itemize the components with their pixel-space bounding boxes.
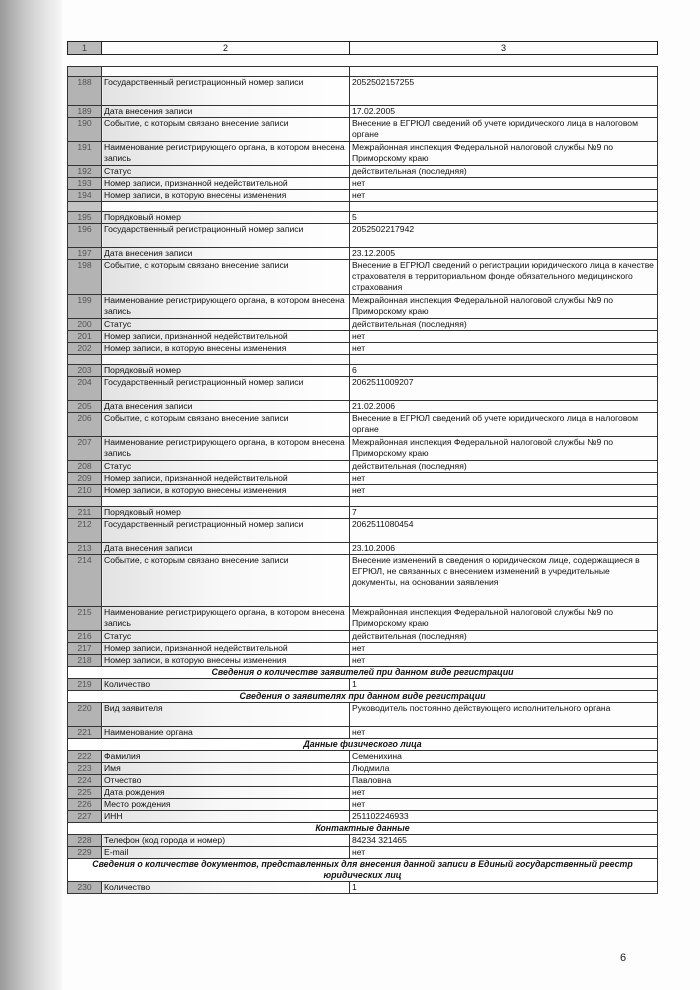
- field-value: Семенихина: [350, 751, 658, 763]
- row-number: 214: [68, 555, 102, 607]
- field-value: нет: [350, 343, 658, 355]
- spacer-cell: [102, 497, 350, 507]
- table-row: [68, 260, 658, 295]
- field-value: 84234 321465: [350, 835, 658, 847]
- field-label: Событие, с которым связано внесение записи: [102, 555, 350, 607]
- table-row: [68, 703, 658, 727]
- field-value: нет: [350, 799, 658, 811]
- field-label: Статус: [102, 461, 350, 473]
- spacer-row: [68, 497, 658, 507]
- field-value: 2052502217942: [350, 224, 658, 248]
- field-value: Внесение изменений в сведения о юридическом лице, содержащиеся в ЕГРЮЛ, не связанных с внесением изменений в учредительные документы, на основании заявления: [350, 555, 658, 607]
- row-number: 215: [68, 607, 102, 631]
- field-label: Порядковый номер: [102, 507, 350, 519]
- section-heading: Сведения о заявителях при данном виде регистрации: [68, 691, 658, 703]
- row-number: 198: [68, 260, 102, 295]
- field-value: Межрайонная инспекция Федеральной налоговой службы №9 по Приморскому краю: [350, 437, 658, 461]
- table-row: [68, 847, 658, 859]
- field-label: Дата внесения записи: [102, 543, 350, 555]
- field-label: Событие, с которым связано внесение записи: [102, 413, 350, 437]
- field-value: 7: [350, 507, 658, 519]
- field-label: Порядковый номер: [102, 212, 350, 224]
- row-number: 218: [68, 655, 102, 667]
- row-number: 206: [68, 413, 102, 437]
- row-number: 221: [68, 727, 102, 739]
- table-row: [68, 224, 658, 248]
- spacer-row: [68, 202, 658, 212]
- row-number: 209: [68, 473, 102, 485]
- row-number: 191: [68, 142, 102, 166]
- row-number: 202: [68, 343, 102, 355]
- table-row: [68, 835, 658, 847]
- row-number: 204: [68, 377, 102, 401]
- row-number: 201: [68, 331, 102, 343]
- section-heading: Сведения о количестве заявителей при данном виде регистрации: [68, 667, 658, 679]
- table-row: [68, 543, 658, 555]
- row-number: 194: [68, 190, 102, 202]
- field-value: Павловна: [350, 775, 658, 787]
- spacer-cell: [68, 355, 102, 365]
- spacer-cell: [350, 202, 658, 212]
- row-number: 213: [68, 543, 102, 555]
- section-heading-row: [68, 739, 658, 751]
- field-label: Наименование регистрирующего органа, в котором внесена запись: [102, 295, 350, 319]
- field-label: Государственный регистрационный номер записи: [102, 224, 350, 248]
- field-label: Наименование органа: [102, 727, 350, 739]
- field-label: Событие, с которым связано внесение записи: [102, 118, 350, 142]
- table-row: [68, 882, 658, 894]
- field-value: нет: [350, 787, 658, 799]
- table-row: [68, 643, 658, 655]
- registry-table: [67, 66, 658, 894]
- table-row: [68, 763, 658, 775]
- row-number: 207: [68, 437, 102, 461]
- spacer-cell: [68, 202, 102, 212]
- section-heading: Данные физического лица: [68, 739, 658, 751]
- field-label: Номер записи, в которую внесены изменения: [102, 343, 350, 355]
- row-number: 210: [68, 485, 102, 497]
- field-value: Межрайонная инспекция Федеральной налоговой службы №9 по Приморскому краю: [350, 295, 658, 319]
- table-row: [68, 519, 658, 543]
- section-heading-row: [68, 823, 658, 835]
- table-row: [68, 485, 658, 497]
- section-heading-row: [68, 859, 658, 882]
- field-value: Внесение в ЕГРЮЛ сведений об учете юридического лица в налоговом органе: [350, 413, 658, 437]
- table-row: [68, 343, 658, 355]
- field-label: Порядковый номер: [102, 365, 350, 377]
- row-number: 200: [68, 319, 102, 331]
- field-value: действительная (последняя): [350, 319, 658, 331]
- table-row: [68, 727, 658, 739]
- field-value: 1: [350, 882, 658, 894]
- row-number: 190: [68, 118, 102, 142]
- field-value: 23.10.2006: [350, 543, 658, 555]
- field-value: 21.02.2006: [350, 401, 658, 413]
- row-number: 227: [68, 811, 102, 823]
- table-row: [68, 377, 658, 401]
- field-label: Государственный регистрационный номер записи: [102, 77, 350, 106]
- field-value: нет: [350, 331, 658, 343]
- field-value: Руководитель постоянно действующего исполнительного органа: [350, 703, 658, 727]
- field-value: нет: [350, 190, 658, 202]
- field-label: Имя: [102, 763, 350, 775]
- column-header-table: [67, 41, 658, 55]
- field-label: Наименование регистрирующего органа, в котором внесена запись: [102, 607, 350, 631]
- spacer-cell: [68, 497, 102, 507]
- column-header-3: 3: [350, 42, 658, 55]
- field-value: Внесение в ЕГРЮЛ сведений о регистрации юридического лица в качестве страхователя в территориальном фонде обязательного медицинского страхования: [350, 260, 658, 295]
- row-number: 205: [68, 401, 102, 413]
- field-label: Государственный регистрационный номер записи: [102, 519, 350, 543]
- table-row: [68, 811, 658, 823]
- scan-binding-shadow: [0, 0, 62, 990]
- field-label: Фамилия: [102, 751, 350, 763]
- row-number: 226: [68, 799, 102, 811]
- table-row: [68, 607, 658, 631]
- row-number: 222: [68, 751, 102, 763]
- row-number: 195: [68, 212, 102, 224]
- table-row: [68, 212, 658, 224]
- row-number: 189: [68, 106, 102, 118]
- row-number: 223: [68, 763, 102, 775]
- spacer-cell: [102, 202, 350, 212]
- row-number: 208: [68, 461, 102, 473]
- field-value: 23.12.2005: [350, 248, 658, 260]
- field-value: нет: [350, 727, 658, 739]
- field-value: Межрайонная инспекция Федеральной налоговой службы №9 по Приморскому краю: [350, 142, 658, 166]
- table-row: [68, 106, 658, 118]
- field-value: 251102246933: [350, 811, 658, 823]
- row-number: 203: [68, 365, 102, 377]
- section-heading: Сведения о количестве документов, представленных для внесения данной записи в Единый государственный реестр юридических лиц: [68, 859, 658, 882]
- field-value: 2062511009207: [350, 377, 658, 401]
- spacer-row: [68, 67, 658, 77]
- spacer-cell: [102, 355, 350, 365]
- table-row: [68, 473, 658, 485]
- row-number: 229: [68, 847, 102, 859]
- spacer-cell: [350, 497, 658, 507]
- table-row: [68, 413, 658, 437]
- row-number: 219: [68, 679, 102, 691]
- row-number: 230: [68, 882, 102, 894]
- table-row: [68, 555, 658, 607]
- spacer-cell: [350, 67, 658, 77]
- spacer-cell: [102, 67, 350, 77]
- table-row: [68, 331, 658, 343]
- table-row: [68, 166, 658, 178]
- field-label: Дата внесения записи: [102, 106, 350, 118]
- row-number: 224: [68, 775, 102, 787]
- section-heading-row: [68, 691, 658, 703]
- spacer-cell: [68, 67, 102, 77]
- field-label: Вид заявителя: [102, 703, 350, 727]
- table-row: [68, 751, 658, 763]
- field-value: Людмила: [350, 763, 658, 775]
- table-row: [68, 775, 658, 787]
- row-number: 192: [68, 166, 102, 178]
- spacer-cell: [350, 355, 658, 365]
- table-row: [68, 142, 658, 166]
- field-label: Количество: [102, 882, 350, 894]
- section-heading: Контактные данные: [68, 823, 658, 835]
- field-label: Наименование регистрирующего органа, в котором внесена запись: [102, 142, 350, 166]
- field-value: действительная (последняя): [350, 166, 658, 178]
- field-label: E-mail: [102, 847, 350, 859]
- field-label: Место рождения: [102, 799, 350, 811]
- field-value: нет: [350, 485, 658, 497]
- field-value: 1: [350, 679, 658, 691]
- column-header-row: [68, 42, 658, 55]
- field-value: 2052502157255: [350, 77, 658, 106]
- field-label: Статус: [102, 319, 350, 331]
- table-row: [68, 507, 658, 519]
- field-label: Отчество: [102, 775, 350, 787]
- field-label: Наименование регистрирующего органа, в котором внесена запись: [102, 437, 350, 461]
- field-value: 2062511080454: [350, 519, 658, 543]
- column-header-2: 2: [102, 42, 350, 55]
- field-value: 17.02.2005: [350, 106, 658, 118]
- table-row: [68, 461, 658, 473]
- table-row: [68, 295, 658, 319]
- field-value: действительная (последняя): [350, 461, 658, 473]
- field-label: ИНН: [102, 811, 350, 823]
- column-header-1: 1: [68, 42, 102, 55]
- row-number: 199: [68, 295, 102, 319]
- table-row: [68, 365, 658, 377]
- field-label: Номер записи, признанной недействительной: [102, 178, 350, 190]
- field-label: Номер записи, признанной недействительной: [102, 643, 350, 655]
- row-number: 228: [68, 835, 102, 847]
- row-number: 196: [68, 224, 102, 248]
- field-label: Номер записи, признанной недействительной: [102, 331, 350, 343]
- field-label: Дата рождения: [102, 787, 350, 799]
- field-value: 5: [350, 212, 658, 224]
- field-value: нет: [350, 473, 658, 485]
- field-label: Телефон (код города и номер): [102, 835, 350, 847]
- row-number: 188: [68, 77, 102, 106]
- field-label: Номер записи, в которую внесены изменения: [102, 190, 350, 202]
- row-number: 212: [68, 519, 102, 543]
- field-label: Количество: [102, 679, 350, 691]
- field-value: нет: [350, 847, 658, 859]
- section-heading-row: [68, 667, 658, 679]
- row-number: 197: [68, 248, 102, 260]
- field-label: Номер записи, в которую внесены изменения: [102, 485, 350, 497]
- field-label: Статус: [102, 166, 350, 178]
- field-label: Государственный регистрационный номер записи: [102, 377, 350, 401]
- table-row: [68, 679, 658, 691]
- table-row: [68, 437, 658, 461]
- table-row: [68, 631, 658, 643]
- field-label: Статус: [102, 631, 350, 643]
- row-number: 217: [68, 643, 102, 655]
- spacer-row: [68, 355, 658, 365]
- row-number: 216: [68, 631, 102, 643]
- table-row: [68, 787, 658, 799]
- row-number: 193: [68, 178, 102, 190]
- field-label: Дата внесения записи: [102, 401, 350, 413]
- field-label: Номер записи, в которую внесены изменения: [102, 655, 350, 667]
- table-row: [68, 118, 658, 142]
- field-value: нет: [350, 655, 658, 667]
- registry-table-body: [68, 67, 658, 894]
- row-number: 211: [68, 507, 102, 519]
- field-value: Внесение в ЕГРЮЛ сведений об учете юридического лица в налоговом органе: [350, 118, 658, 142]
- table-row: [68, 799, 658, 811]
- row-number: 225: [68, 787, 102, 799]
- table-row: [68, 77, 658, 106]
- page-number: 6: [620, 952, 627, 964]
- table-row: [68, 401, 658, 413]
- field-value: Межрайонная инспекция Федеральной налоговой службы №9 по Приморскому краю: [350, 607, 658, 631]
- field-label: Номер записи, признанной недействительной: [102, 473, 350, 485]
- table-row: [68, 248, 658, 260]
- row-number: 220: [68, 703, 102, 727]
- field-label: Дата внесения записи: [102, 248, 350, 260]
- field-value: нет: [350, 178, 658, 190]
- table-row: [68, 178, 658, 190]
- field-value: нет: [350, 643, 658, 655]
- field-label: Событие, с которым связано внесение записи: [102, 260, 350, 295]
- field-value: 6: [350, 365, 658, 377]
- table-row: [68, 655, 658, 667]
- table-row: [68, 190, 658, 202]
- table-row: [68, 319, 658, 331]
- field-value: действительная (последняя): [350, 631, 658, 643]
